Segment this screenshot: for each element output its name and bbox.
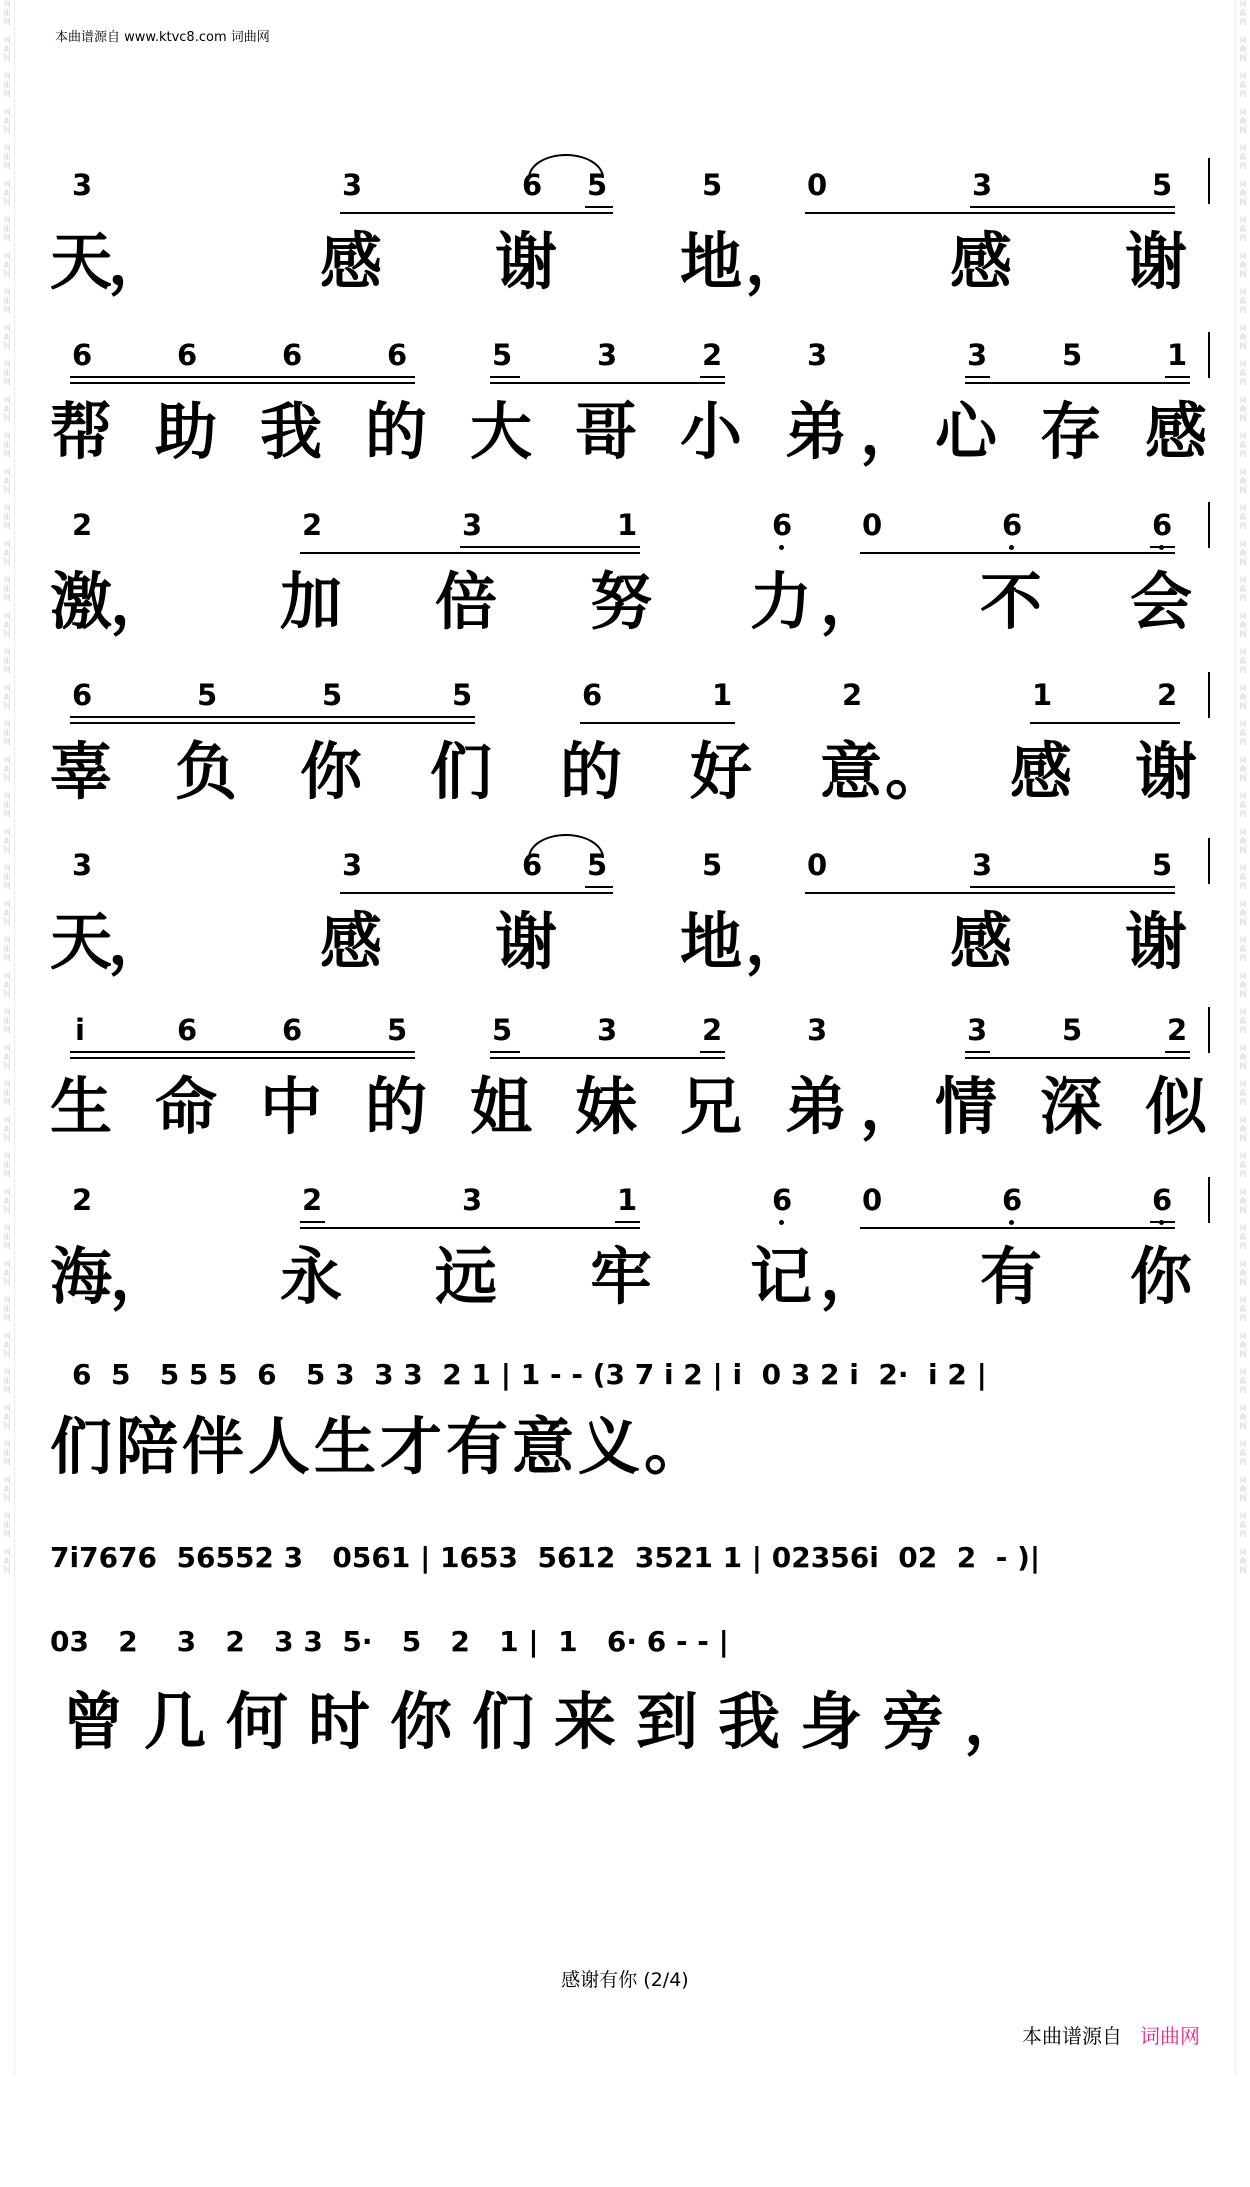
note: 6 — [177, 338, 198, 372]
lyric-syllable: 情 — [935, 1070, 998, 1143]
lyric-syllable: 地 — [680, 225, 743, 298]
lyric-syllable: ， — [860, 1070, 923, 1143]
lyric-syllable: 心 — [935, 395, 998, 468]
beam — [70, 716, 475, 724]
beam — [860, 552, 1175, 554]
lyric-syllable: 似 — [1145, 1070, 1208, 1143]
footer-source — [1022, 2020, 1200, 2049]
lyric-syllable: ， — [860, 395, 923, 468]
beam — [490, 1051, 520, 1059]
beam — [700, 376, 725, 384]
notes-row: 03 2 3 2 3 3 5· 5 2 1 | 1 6· 6 - - | — [50, 1625, 729, 1658]
note: 1 — [1032, 678, 1053, 712]
barline — [1208, 672, 1210, 718]
note: 6 — [1152, 1183, 1173, 1217]
lyric-syllable: 中 — [260, 1070, 323, 1143]
lyric-syllable: 生 — [50, 1070, 113, 1143]
lyric-syllable: 好 — [690, 735, 753, 808]
lyric-syllable: 你 — [1130, 1240, 1193, 1313]
notes-row — [50, 160, 1210, 216]
lyric-syllable: 激 — [50, 565, 113, 638]
note: 6 — [282, 1013, 303, 1047]
note: 0 — [807, 168, 828, 202]
note: 5 — [1062, 338, 1083, 372]
note: 3 — [597, 338, 618, 372]
lyric-syllable: 大 — [470, 395, 533, 468]
note: 6 — [72, 678, 93, 712]
note: 2 — [702, 1013, 723, 1047]
lyric-syllable: 谢 — [495, 905, 558, 978]
beam — [585, 206, 613, 214]
note: 2 — [302, 508, 323, 542]
lyrics-row — [50, 392, 1230, 472]
note: 2 — [702, 338, 723, 372]
note: 6 — [282, 338, 303, 372]
lyric-syllable: ， — [108, 225, 171, 298]
note: 3 — [72, 848, 93, 882]
note: 1 — [1167, 338, 1188, 372]
beam — [490, 1057, 725, 1059]
lyric-syllable: 们 — [430, 735, 493, 808]
lyric-syllable: 我 — [260, 395, 323, 468]
lyric-syllable: 地 — [680, 905, 743, 978]
lyric-syllable: 弟 — [785, 395, 848, 468]
note: 1 — [617, 1183, 638, 1217]
beam — [1165, 1051, 1190, 1059]
note: 6 — [522, 848, 543, 882]
notes-row — [50, 500, 1210, 556]
lyric-syllable: 不 — [980, 565, 1043, 638]
beam — [340, 212, 610, 214]
note: 6 — [177, 1013, 198, 1047]
note: 2 — [1167, 1013, 1188, 1047]
note: 3 — [342, 168, 363, 202]
beam — [1150, 546, 1175, 554]
note: 5 — [587, 168, 608, 202]
note: 6 — [522, 168, 543, 202]
header-source-text: 本曲谱源自 www.ktvc8.com 词曲网 — [55, 30, 270, 45]
margin-watermark-left: 词 曲 网 词 曲 网 词 曲 网 词 曲 网 词 曲 网 词 曲 网 词 曲 网 词 曲 网 词 曲 网 词 曲 网 词 曲 网 词 曲 网 词 曲 网 词 曲 网 词 曲 网 词 曲 网 词 曲 网 词 曲 网 词 曲 网 词 曲 网 词 曲 网 词 曲 网 词 曲 网 词 曲 网 词 曲 网 词 曲 网 词 曲 网 词 曲 网 词 曲 网 词 曲 网 词 曲 网 词 曲 网 词 曲 网 词 曲 网 词 曲 网 词 曲 网 词 曲 网 词 曲 网 词 曲 网 词 曲 网 词 曲 网 词 曲 网 词 曲 网 词 曲 网 — [0, 0, 15, 2075]
beam — [615, 1221, 640, 1229]
notes-row — [50, 840, 1210, 896]
beam — [340, 892, 610, 894]
note: 5 — [492, 338, 513, 372]
lyrics-row — [50, 562, 1230, 642]
beam — [490, 376, 520, 384]
note: 5 — [702, 848, 723, 882]
note: 5 — [197, 678, 218, 712]
lyric-syllable: 谢 — [1135, 735, 1198, 808]
lyric-syllable: 海 — [50, 1240, 113, 1313]
lyric-syllable: 弟 — [785, 1070, 848, 1143]
notes-row: 7i7676 56552 3 0561 | 1653 5612 3521 1 | 02356i 02 2 - )| — [50, 1541, 1041, 1574]
note: 6 — [772, 1183, 793, 1217]
note: 6 — [1002, 508, 1023, 542]
lyric-syllable: 意 — [820, 735, 883, 808]
beam — [965, 1057, 1190, 1059]
barline — [1208, 502, 1210, 548]
lyrics-row — [50, 732, 1230, 812]
beam — [1030, 722, 1180, 724]
notes-row: 6 5 5 5 5 6 5 3 3 3 2 1 | 1 - - (3 7 i 2 | i 0 3 2 i 2· i 2 | — [72, 1358, 987, 1391]
note: 6 — [582, 678, 603, 712]
lyric-syllable: 感 — [320, 225, 383, 298]
lyric-syllable: 加 — [280, 565, 343, 638]
slur — [528, 154, 604, 178]
note: 2 — [72, 508, 93, 542]
note: 6 — [387, 338, 408, 372]
margin-watermark-right: 词 曲 网 词 曲 网 词 曲 网 词 曲 网 词 曲 网 词 曲 网 词 曲 网 词 曲 网 词 曲 网 词 曲 网 词 曲 网 词 曲 网 词 曲 网 词 曲 网 词 曲 网 词 曲 网 词 曲 网 词 曲 网 词 曲 网 词 曲 网 词 曲 网 词 曲 网 词 曲 网 词 曲 网 词 曲 网 词 曲 网 词 曲 网 词 曲 网 词 曲 网 词 曲 网 词 曲 网 词 曲 网 词 曲 网 词 曲 网 词 曲 网 词 曲 网 词 曲 网 词 曲 网 词 曲 网 词 曲 网 词 曲 网 词 曲 网 词 曲 网 词 曲 网 — [1235, 0, 1250, 2075]
lyric-syllable: 努 — [590, 565, 653, 638]
note: 3 — [597, 1013, 618, 1047]
lyric-syllable: 倍 — [435, 565, 498, 638]
note: 3 — [462, 1183, 483, 1217]
note: 0 — [862, 508, 883, 542]
lyric-syllable: 天 — [50, 905, 113, 978]
page-number-label: 感谢有你 (2/4) — [561, 1969, 689, 1991]
lyric-syllable: 会 — [1130, 565, 1193, 638]
lyric-syllable: 记 — [750, 1240, 813, 1313]
note: 6 — [72, 338, 93, 372]
lyric-syllable: 的 — [560, 735, 623, 808]
octave-dot — [1009, 1220, 1014, 1225]
lyric-syllable: ， — [110, 1240, 173, 1313]
note: 0 — [862, 1183, 883, 1217]
note: 3 — [462, 508, 483, 542]
lyric-syllable: 感 — [320, 905, 383, 978]
lyric-syllable: 。 — [885, 735, 948, 808]
lyric-syllable: 力 — [750, 565, 813, 638]
beam — [585, 886, 613, 894]
lyric-syllable: 远 — [435, 1240, 498, 1313]
lyric-syllable: 小 — [680, 395, 743, 468]
beam — [490, 382, 725, 384]
lyric-syllable: 有 — [980, 1240, 1043, 1313]
note: 5 — [1062, 1013, 1083, 1047]
footer-source-prefix: 本曲谱源自 — [1022, 2024, 1122, 2048]
lyric-syllable: 帮 — [50, 395, 113, 468]
lyric-syllable: 谢 — [495, 225, 558, 298]
lyric-syllable: 你 — [300, 735, 363, 808]
lyric-syllable: ， — [745, 905, 808, 978]
lyric-syllable: 姐 — [470, 1070, 533, 1143]
lyric-syllable: ， — [745, 225, 808, 298]
lyric-syllable: 牢 — [590, 1240, 653, 1313]
beam — [460, 546, 640, 554]
lyrics-row: 曾几何时你们来到我身旁， — [62, 1685, 1047, 1758]
note: 3 — [807, 338, 828, 372]
beam — [1150, 1221, 1175, 1229]
beam — [965, 382, 1190, 384]
lyric-syllable: 负 — [175, 735, 238, 808]
note: i — [75, 1013, 85, 1047]
beam — [300, 1227, 640, 1229]
lyric-syllable: 天 — [50, 225, 113, 298]
notes-row — [50, 1005, 1210, 1061]
beam — [970, 886, 1175, 894]
lyrics-row — [50, 222, 1230, 302]
beam — [70, 1051, 415, 1059]
lyric-syllable: 感 — [950, 225, 1013, 298]
barline — [1208, 1177, 1210, 1223]
lyric-syllable: 谢 — [1125, 905, 1188, 978]
note: 3 — [807, 1013, 828, 1047]
note: 5 — [452, 678, 473, 712]
note: 5 — [387, 1013, 408, 1047]
lyrics-row — [50, 902, 1230, 982]
lyric-syllable: ， — [820, 565, 883, 638]
note: 5 — [1152, 168, 1173, 202]
beam — [580, 722, 735, 724]
lyric-syllable: 永 — [280, 1240, 343, 1313]
lyric-syllable: 助 — [155, 395, 218, 468]
beam — [300, 1221, 325, 1229]
lyric-syllable: 感 — [950, 905, 1013, 978]
note: 5 — [492, 1013, 513, 1047]
note: 3 — [342, 848, 363, 882]
note: 5 — [1152, 848, 1173, 882]
note: 2 — [72, 1183, 93, 1217]
lyric-syllable: 辜 — [50, 735, 113, 808]
notes-row — [50, 1175, 1210, 1231]
octave-dot — [1009, 545, 1014, 550]
beam — [860, 1227, 1175, 1229]
lyrics-row — [50, 1237, 1230, 1317]
barline — [1208, 158, 1210, 204]
note: 2 — [302, 1183, 323, 1217]
lyric-syllable: 兄 — [680, 1070, 743, 1143]
note: 3 — [967, 1013, 988, 1047]
lyric-syllable: ， — [820, 1240, 883, 1313]
lyric-syllable: 感 — [1010, 735, 1073, 808]
notes-row — [50, 670, 1210, 726]
footer-brand-link[interactable]: 词曲网 — [1140, 2024, 1200, 2048]
lyrics-row — [50, 1067, 1230, 1147]
beam — [700, 1051, 725, 1059]
barline — [1208, 332, 1210, 378]
lyric-syllable: 的 — [365, 395, 428, 468]
lyric-syllable: 命 — [155, 1070, 218, 1143]
lyric-syllable: 谢 — [1125, 225, 1188, 298]
beam — [965, 1051, 990, 1059]
note: 5 — [587, 848, 608, 882]
beam — [965, 376, 990, 384]
note: 5 — [322, 678, 343, 712]
octave-dot — [779, 545, 784, 550]
note: 3 — [72, 168, 93, 202]
beam — [1165, 376, 1190, 384]
slur — [528, 834, 604, 858]
lyric-syllable: ， — [110, 565, 173, 638]
note: 3 — [972, 848, 993, 882]
lyric-syllable: 存 — [1040, 395, 1103, 468]
notes-row — [50, 330, 1210, 386]
lyrics-row: 们陪伴人生才有意义。 — [50, 1410, 711, 1483]
lyric-syllable: 妹 — [575, 1070, 638, 1143]
note: 6 — [772, 508, 793, 542]
lyric-syllable: 深 — [1040, 1070, 1103, 1143]
note: 2 — [842, 678, 863, 712]
note: 1 — [712, 678, 733, 712]
note: 6 — [1152, 508, 1173, 542]
note: 5 — [702, 168, 723, 202]
note: 0 — [807, 848, 828, 882]
barline — [1208, 1007, 1210, 1053]
beam — [70, 376, 415, 384]
lyric-syllable: 感 — [1145, 395, 1208, 468]
lyric-syllable: 哥 — [575, 395, 638, 468]
note: 2 — [1157, 678, 1178, 712]
note: 1 — [617, 508, 638, 542]
barline — [1208, 838, 1210, 884]
lyric-syllable: ， — [108, 905, 171, 978]
lyric-syllable: 的 — [365, 1070, 428, 1143]
octave-dot — [779, 1220, 784, 1225]
beam — [970, 206, 1175, 214]
note: 3 — [967, 338, 988, 372]
note: 3 — [972, 168, 993, 202]
note: 6 — [1002, 1183, 1023, 1217]
